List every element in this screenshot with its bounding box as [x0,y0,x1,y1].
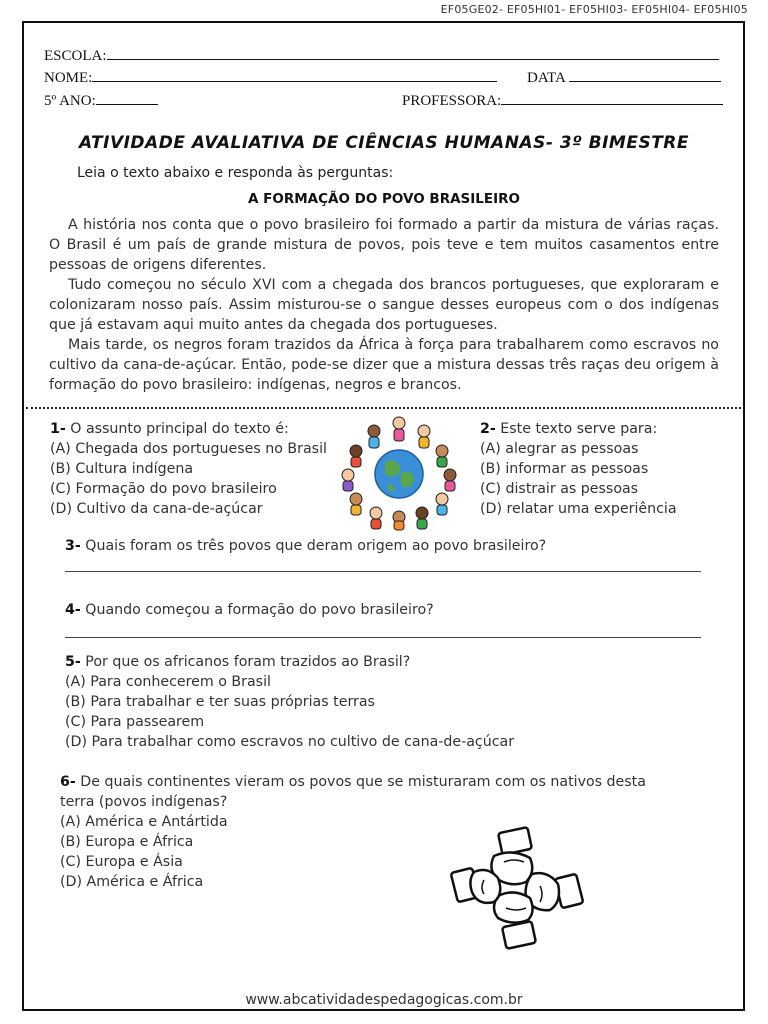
teacher-field[interactable] [402,90,723,110]
question-5 [65,652,514,752]
option[interactable]: (B) Europa e África [60,834,194,850]
option[interactable]: (B) Para trabalhar e ter suas próprias terras [65,694,375,710]
instructions: Leia o texto abaixo e responda às perguntas: [77,165,394,181]
children-around-globe-illustration [330,413,468,531]
answer-line-3[interactable] [65,570,701,572]
option[interactable]: (D) Para trabalhar como escravos no cultivo de cana-de-açúcar [65,734,515,750]
option[interactable]: (D) Cultivo da cana-de-açúcar [50,501,263,517]
answer-line-4[interactable] [65,636,701,638]
question-6-number: 6- [60,774,76,790]
name-field[interactable] [44,67,497,87]
question-1-text: O assunto principal do texto é: [70,421,289,437]
date-field[interactable] [527,67,721,87]
grade-field[interactable] [44,90,158,110]
question-1 [50,419,327,519]
grade-label: 5º ANO: [44,93,96,109]
paragraph-1: A história nos conta que o povo brasileiro foi formado a partir da mistura de várias raças. O Brasil é um país de grande mistura de povos, pois teve e tem muitos casamentos entre pessoas de origens diferentes. [49,217,719,273]
option[interactable]: (A) Para conhecerem o Brasil [65,674,271,690]
website-footer[interactable]: www.abcatividadespedagogicas.com.br [245,992,523,1008]
reading-text [49,215,719,395]
name-label: NOME: [44,70,93,86]
hands-holding-illustration [448,826,588,952]
question-5-number: 5- [65,654,81,670]
question-2-text: Este texto serve para: [500,421,658,437]
date-label: DATA [527,70,565,86]
school-label: ESCOLA: [44,48,107,64]
option[interactable]: (A) Chegada dos portugueses no Brasil [50,441,327,457]
option[interactable]: (A) América e Antártida [60,814,228,830]
question-3-text: Quais foram os três povos que deram origem ao povo brasileiro? [85,538,547,554]
option[interactable]: (B) informar as pessoas [480,461,649,477]
option[interactable]: (C) Para passearem [65,714,205,730]
question-1-number: 1- [50,421,66,437]
question-2 [480,419,677,519]
option[interactable]: (A) alegrar as pessoas [480,441,639,457]
skill-codes: EF05GE02- EF05HI01- EF05HI03- EF05HI04- EF05HI05 [440,3,748,16]
option[interactable]: (C) distrair as pessoas [480,481,639,497]
option[interactable]: (C) Formação do povo brasileiro [50,481,277,497]
question-4-text: Quando começou a formação do povo brasileiro? [85,602,434,618]
question-3 [65,536,546,556]
option[interactable]: (D) relatar uma experiência [480,501,677,517]
school-field[interactable] [44,45,719,65]
dotted-divider [26,407,741,409]
option[interactable]: (B) Cultura indígena [50,461,194,477]
question-4 [65,600,434,620]
question-3-number: 3- [65,538,81,554]
question-6-text: De quais continentes vieram os povos que se misturaram com os nativos desta terra (povos indígenas? [60,774,646,810]
question-2-number: 2- [480,421,496,437]
option[interactable]: (D) América e África [60,874,204,890]
text-title: A FORMAÇÃO DO POVO BRASILEIRO [247,191,521,207]
page-title: ATIVIDADE AVALIATIVA DE CIÊNCIAS HUMANAS- 3º BIMESTRE [79,133,689,153]
paragraph-3: Mais tarde, os negros foram trazidos da África à força para trabalharem como escravos no cultivo da cana-de-açúcar. Então, pode-se dizer que a mistura dessas três raças deu origem à formação do povo brasileiro: indígenas, negros e brancos. [49,337,719,393]
question-5-text: Por que os africanos foram trazidos ao Brasil? [85,654,411,670]
option[interactable]: (C) Europa e Ásia [60,854,183,870]
paragraph-2: Tudo começou no século XVI com a chegada dos brancos portugueses, que exploraram e colonizaram nosso país. Assim misturou-se o sangue desses europeus com o dos indígenas que já estavam aqui muito antes da chegada dos portugueses. [49,277,719,333]
question-4-number: 4- [65,602,81,618]
teacher-label: PROFESSORA: [402,93,502,109]
